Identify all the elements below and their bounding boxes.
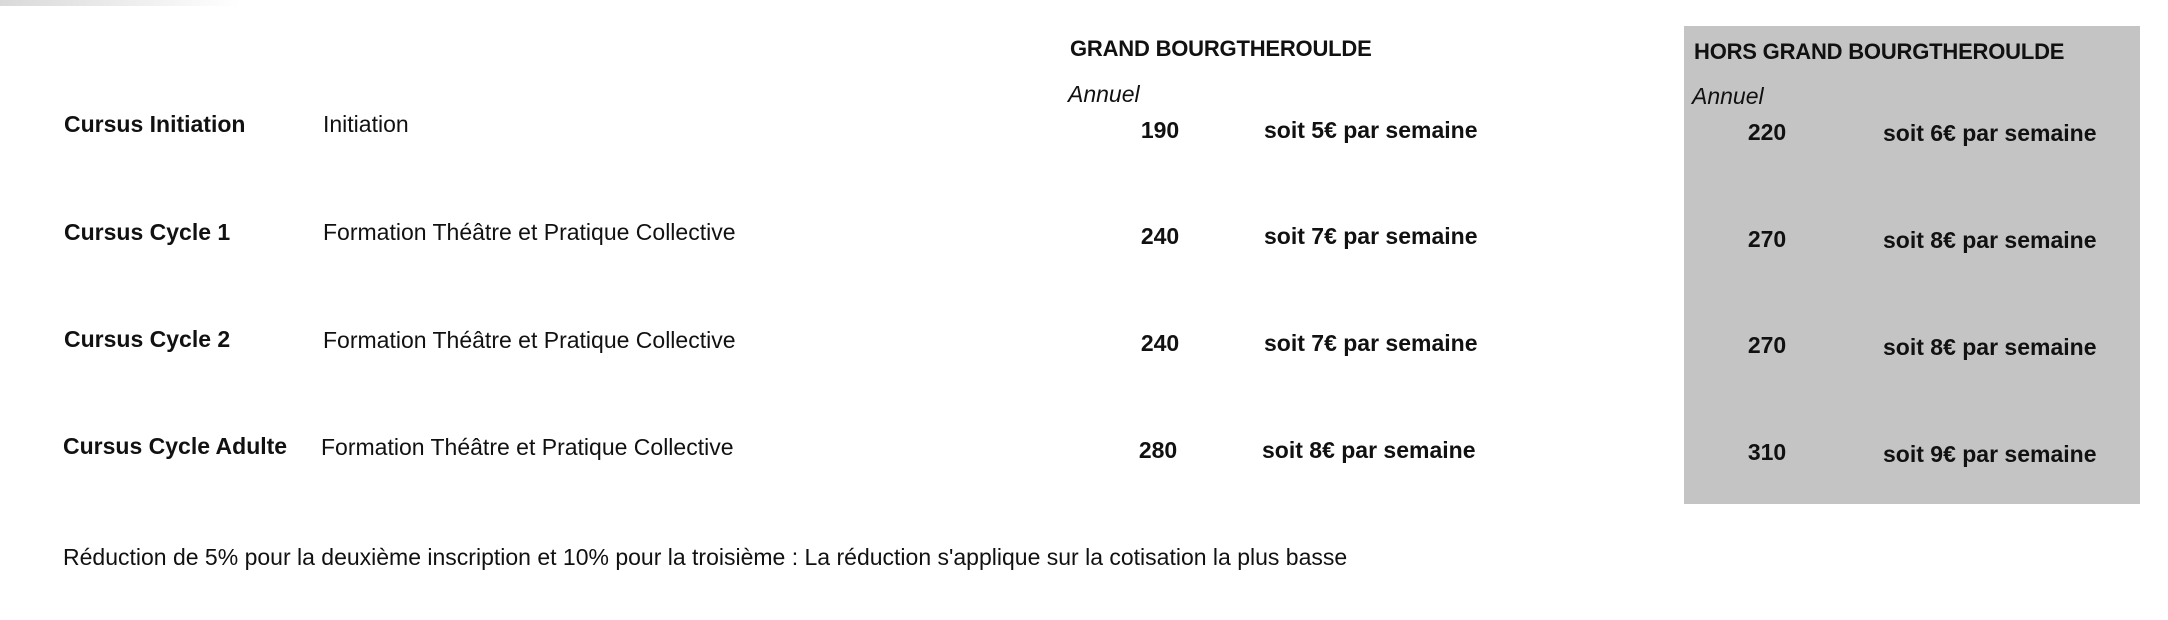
local-annual-price: 190 — [1140, 117, 1180, 143]
outside-annual-price: 270 — [1747, 226, 1787, 252]
outside-weekly-price: soit 8€ par semaine — [1883, 334, 2097, 360]
outside-weekly-price: soit 8€ par semaine — [1883, 227, 2097, 253]
course-description: Initiation — [323, 111, 409, 137]
outside-annual-price: 220 — [1747, 119, 1787, 145]
local-period-label: Annuel — [1068, 81, 1140, 107]
course-name: Cursus Cycle 2 — [64, 326, 231, 352]
course-name: Cursus Cycle Adulte — [63, 433, 288, 459]
outside-annual-price: 270 — [1747, 332, 1787, 358]
local-weekly-price: soit 7€ par semaine — [1264, 223, 1478, 249]
local-weekly-price: soit 8€ par semaine — [1262, 437, 1476, 463]
local-weekly-price: soit 7€ par semaine — [1264, 330, 1478, 356]
local-annual-price: 240 — [1140, 223, 1180, 249]
outside-annual-price: 310 — [1747, 439, 1787, 465]
outside-zone-title: HORS GRAND BOURGTHEROULDE — [1694, 39, 2065, 64]
outside-weekly-price: soit 6€ par semaine — [1883, 120, 2097, 146]
course-description: Formation Théâtre et Pratique Collective — [323, 327, 736, 353]
course-description: Formation Théâtre et Pratique Collective — [321, 434, 734, 460]
local-weekly-price: soit 5€ par semaine — [1264, 117, 1478, 143]
discount-footnote: Réduction de 5% pour la deuxième inscription et 10% pour la troisième : La réduction s'applique sur la cotisation la plus basse — [63, 544, 1348, 570]
local-zone-title: GRAND BOURGTHEROULDE — [1070, 36, 1372, 61]
course-description: Formation Théâtre et Pratique Collective — [323, 219, 736, 245]
outside-weekly-price: soit 9€ par semaine — [1883, 441, 2097, 467]
local-annual-price: 280 — [1138, 437, 1178, 463]
course-name: Cursus Initiation — [64, 111, 246, 137]
local-annual-price: 240 — [1140, 330, 1180, 356]
scan-artifact — [0, 0, 240, 6]
outside-period-label: Annuel — [1692, 83, 1764, 109]
course-name: Cursus Cycle 1 — [64, 219, 231, 245]
